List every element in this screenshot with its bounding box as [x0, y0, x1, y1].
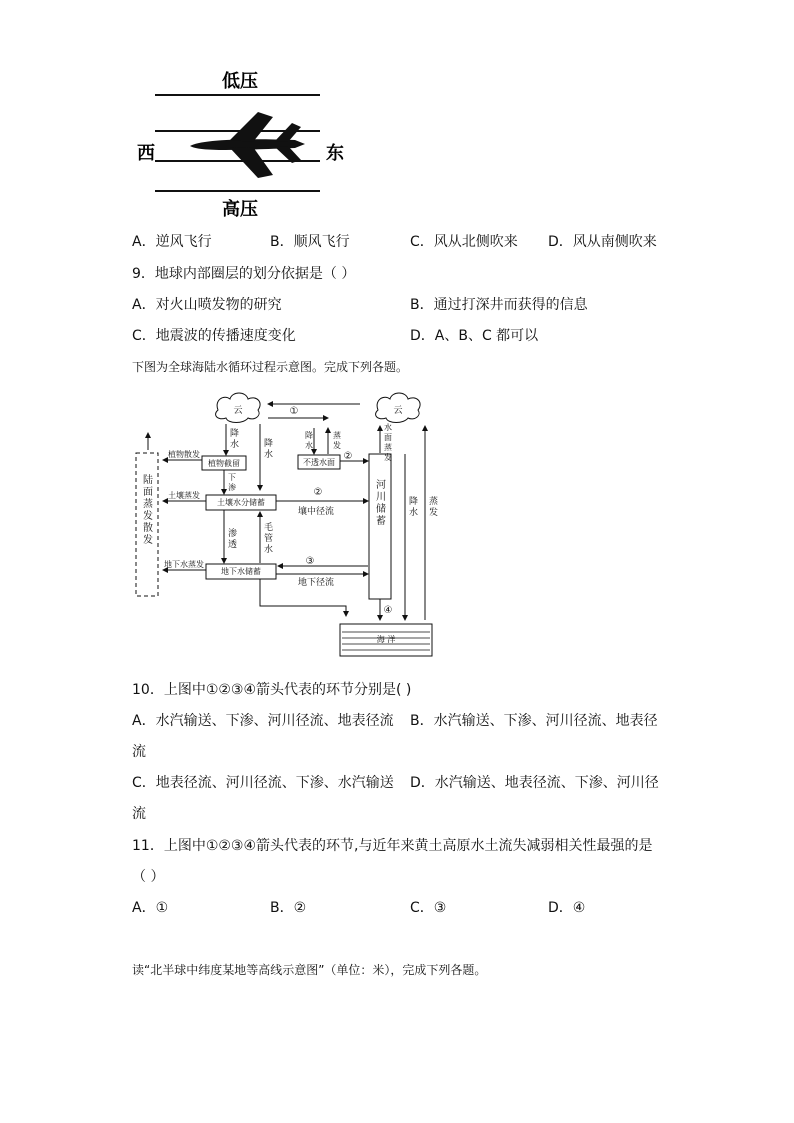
q10-option-d-wrap: 流 — [132, 806, 146, 822]
soil-evap-label: 土壤蒸发 — [168, 491, 200, 500]
q8-option-a[interactable]: A．逆风飞行 — [132, 234, 212, 250]
q8-option-d[interactable]: D．风从南侧吹来 — [548, 234, 657, 250]
q11-option-c[interactable]: C．③ — [410, 900, 447, 916]
groundwater-storage-label: 地下水储蓄 — [221, 567, 261, 576]
q11-option-b[interactable]: B．② — [270, 900, 307, 916]
q9-option-b[interactable]: B．通过打深井而获得的信息 — [410, 297, 588, 313]
groundwater-runoff-label: 地下径流 — [297, 578, 335, 588]
plant-transpiration-label: 植物散发 — [168, 450, 200, 459]
arrow-4-label: ④ — [383, 605, 393, 616]
q10-option-a[interactable]: A．水汽输送、下渗、河川径流、地表径流 — [132, 713, 394, 729]
capillary-label: 毛管水 — [264, 523, 274, 555]
q8-option-c[interactable]: C．风从北侧吹来 — [410, 234, 518, 250]
q10-option-b[interactable]: B．水汽输送、下渗、河川径流、地表径 — [410, 713, 658, 729]
water-cycle-intro: 下图为全球海陆水循环过程示意图。完成下列各题。 — [132, 360, 409, 374]
high-pressure-label: 高压 — [222, 199, 258, 220]
plant-interception-label: 植物截留 — [208, 459, 240, 468]
cloud-left-label: 云 — [233, 406, 243, 416]
low-pressure-label: 低压 — [222, 71, 258, 92]
cloud-right-label: 云 — [393, 406, 403, 416]
precip-1-label: 降水 — [230, 429, 240, 450]
q11-option-d[interactable]: D．④ — [548, 900, 586, 916]
q11-stem: 11．上图中①②③④箭头代表的环节,与近年来黄土高原水土流失减弱相关性最强的是 — [132, 838, 653, 854]
q9-option-a[interactable]: A．对火山喷发物的研究 — [132, 297, 282, 313]
contour-intro: 读“北半球中纬度某地等高线示意图”（单位：米），完成下列各题。 — [132, 963, 487, 977]
precip-4-label: 降水 — [409, 497, 419, 518]
west-label: 西 — [137, 143, 155, 164]
groundwater-evap-label: 地下水蒸发 — [164, 560, 204, 569]
vertical-labels — [143, 422, 438, 555]
precip-3-label: 降水 — [305, 431, 313, 450]
water-surface-evap-label: 水面蒸发 — [384, 423, 392, 462]
evap-1-label: 蒸发 — [333, 431, 341, 450]
q10-option-d[interactable]: D．水汽输送、地表径流、下渗、河川径 — [410, 775, 659, 791]
arrow-1-label: ① — [289, 406, 299, 417]
percolation-label: 渗透 — [228, 529, 238, 550]
q10-option-c[interactable]: C．地表径流、河川径流、下渗、水汽输送 — [132, 775, 394, 791]
figure-water-cycle — [128, 388, 448, 663]
q8-option-b[interactable]: B．顺风飞行 — [270, 234, 350, 250]
arrow-3-label: ③ — [305, 556, 315, 567]
arrow-2a-label: ② — [343, 451, 353, 462]
airplane-isobar-diagram — [120, 60, 360, 225]
arrow-2b-label: ② — [313, 487, 323, 498]
q9-option-d[interactable]: D．A、B、C 都可以 — [410, 328, 539, 344]
q10-stem: 10．上图中①②③④箭头代表的环节分别是( ) — [132, 682, 412, 698]
east-label: 东 — [326, 143, 344, 164]
land-evap-label: 陆面蒸发散发 — [143, 475, 153, 546]
q9-option-c[interactable]: C．地震波的传播速度变化 — [132, 328, 296, 344]
ocean-label: 海 洋 — [376, 635, 396, 644]
figure-airplane-isobars — [120, 60, 360, 225]
q10-option-b-wrap: 流 — [132, 744, 146, 760]
water-cycle-diagram — [128, 388, 448, 663]
precip-2-label: 降水 — [264, 439, 274, 460]
infiltration-label: 下渗 — [228, 473, 236, 492]
evap-2-label: 蒸发 — [429, 497, 439, 518]
river-storage-label: 河川储蓄 — [376, 480, 386, 527]
q11-stem-wrap: （ ） — [132, 869, 165, 885]
interflow-label: 壤中径流 — [297, 507, 335, 517]
airplane-icon — [190, 112, 305, 178]
impervious-surface-label: 不透水面 — [303, 458, 335, 467]
q9-stem: 9．地球内部圈层的划分依据是（ ） — [132, 266, 356, 282]
q11-option-a[interactable]: A．① — [132, 900, 169, 916]
soil-storage-label: 土壤水分储蓄 — [217, 498, 265, 507]
